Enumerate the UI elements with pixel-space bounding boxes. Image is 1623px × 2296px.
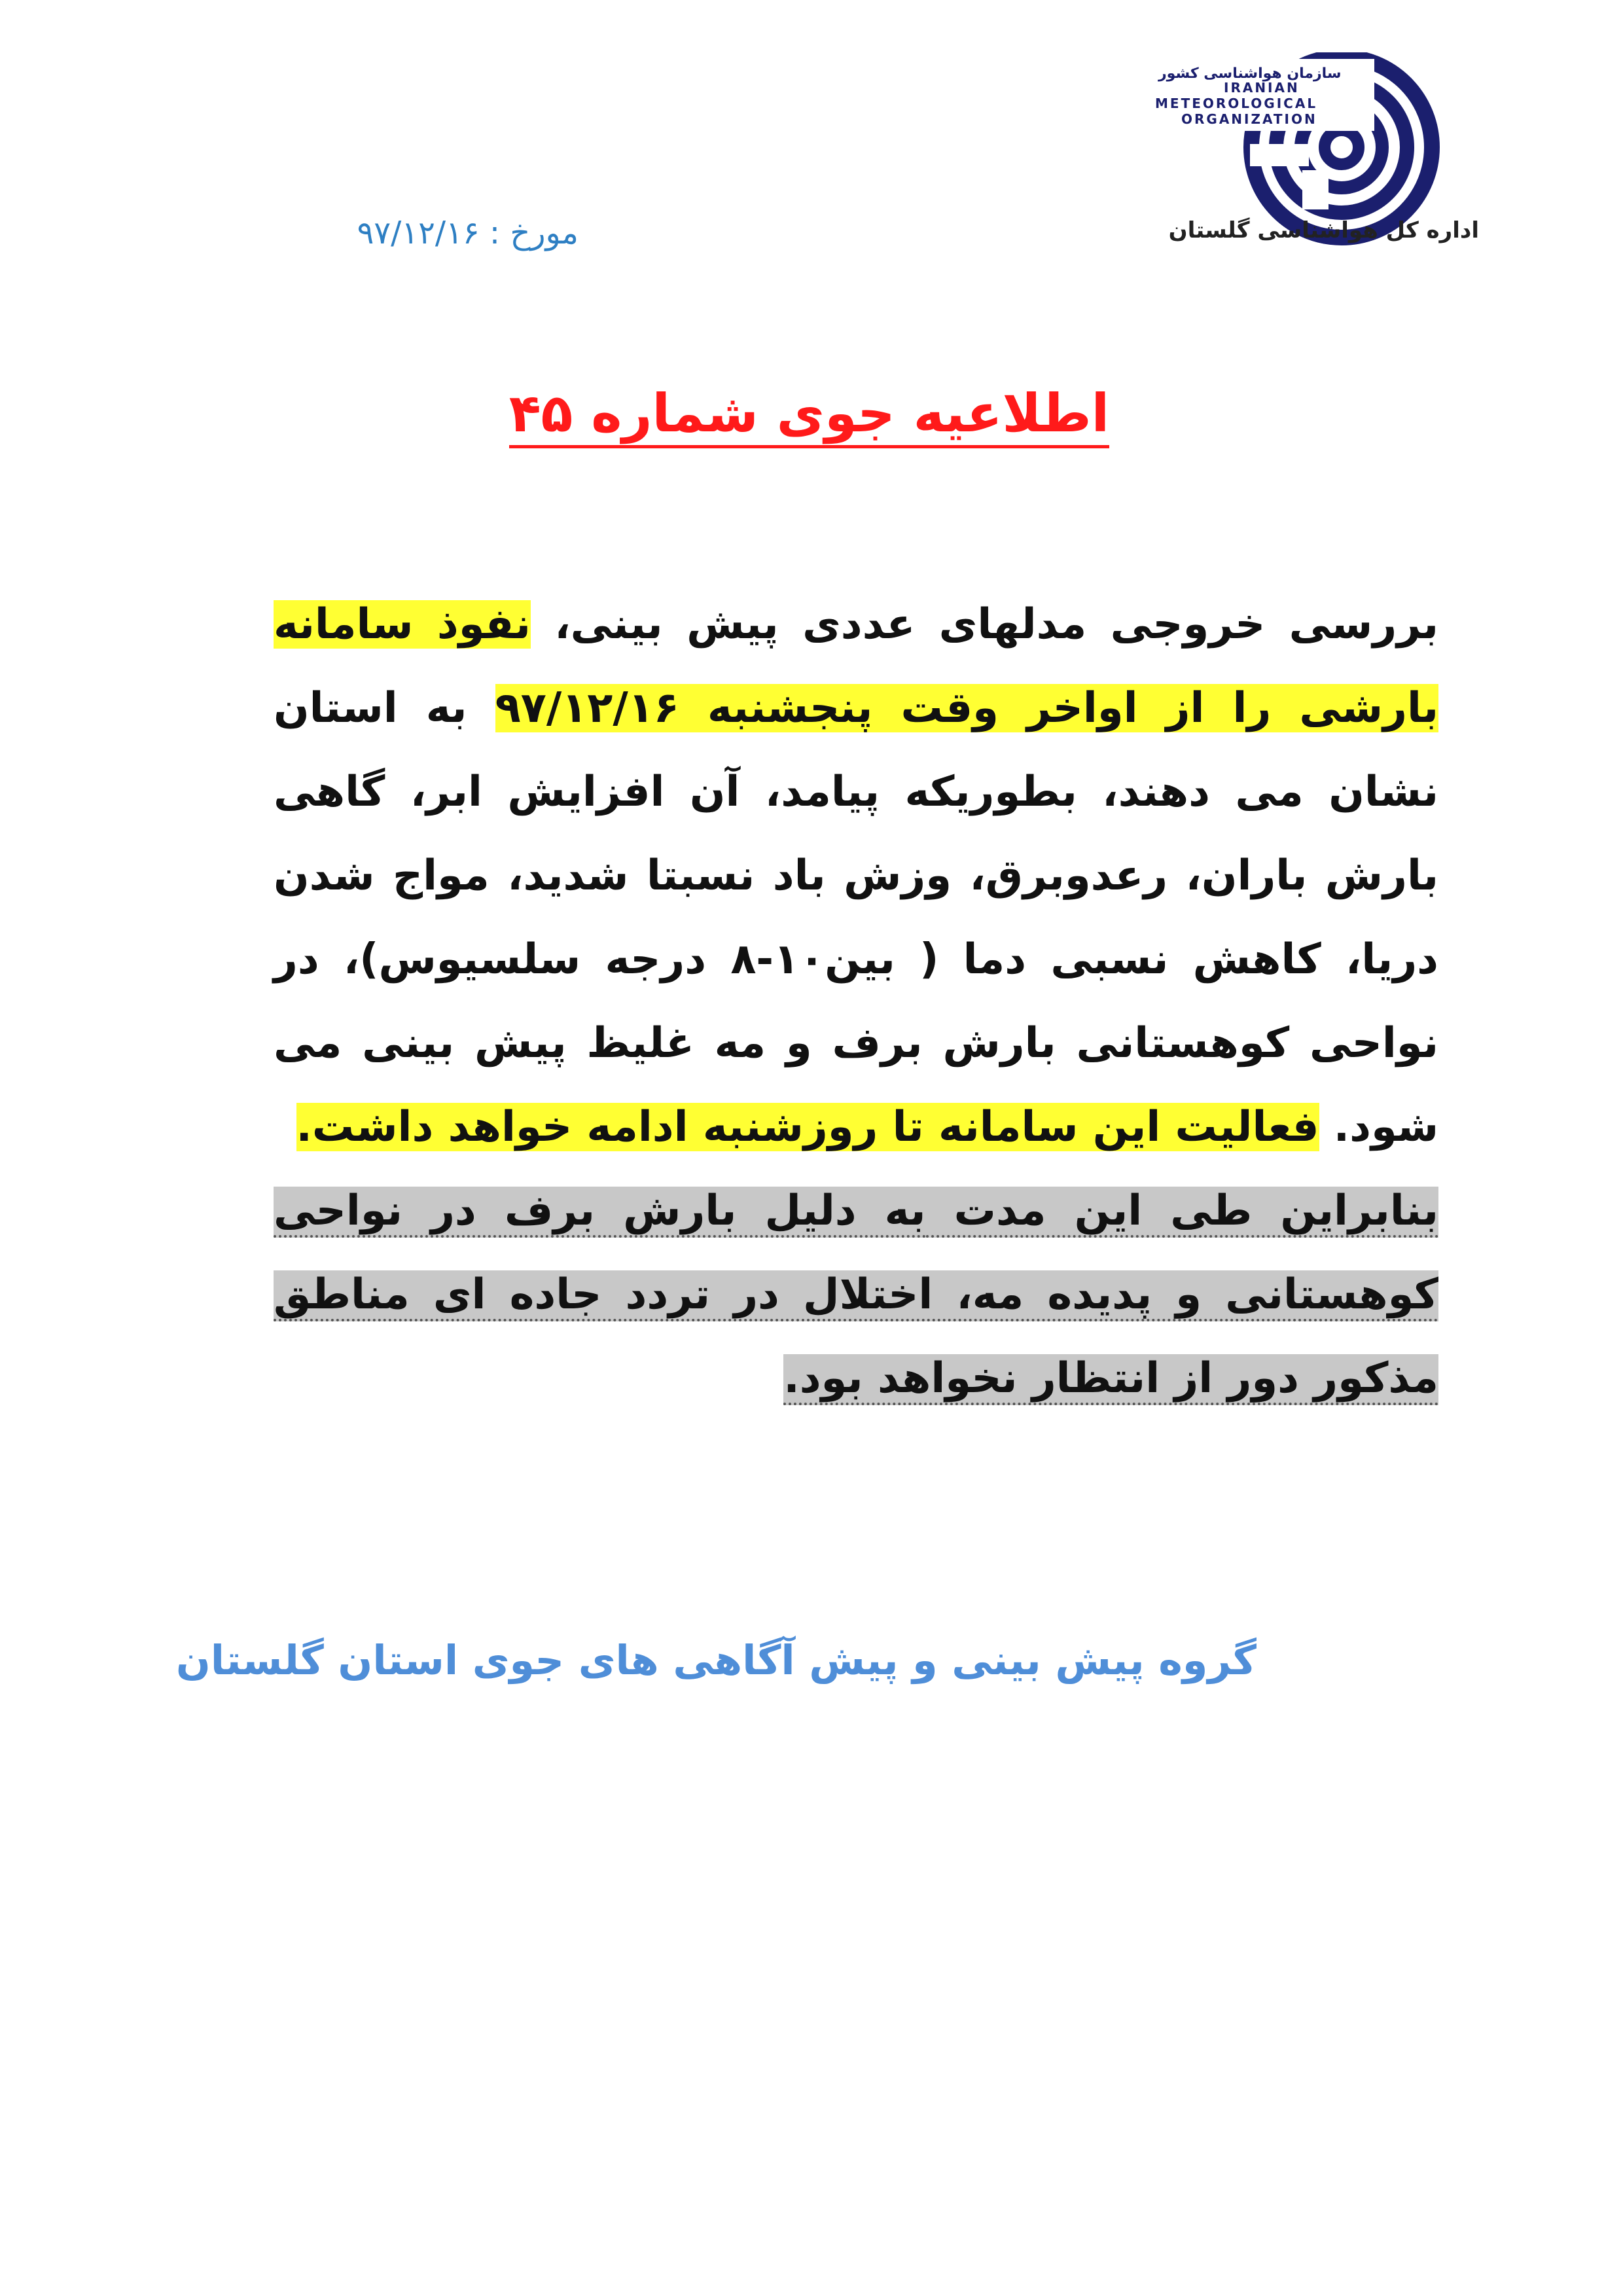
logo-text-line-2: METEOROLOGICAL (1155, 96, 1318, 111)
body-highlight-duration: فعالیت این سامانه تا روزشنبه ادامه خواهد داشت. (296, 1103, 1319, 1151)
footer-signature: گروه پیش بینی و پیش آگاهی های جوی استان گلستان (175, 1636, 1257, 1684)
body-intro: بررسی خروجی مدلهای عددی پیش بینی، (530, 600, 1439, 649)
logo-text-line-1: IRANIAN (1224, 80, 1300, 96)
logo-persian-text: سازمان هواشناسی کشور (1158, 65, 1342, 82)
document-date: مورخ : ۹۷/۱۲/۱۶ (357, 215, 579, 251)
body-consequence-start: بنابراین طی این مدت (926, 1187, 1438, 1238)
body-consequence-warning: به دلیل بارش برف در نواحی کوهستانی و پدیده مه، اختلال در تردد جاده ای مناطق مذکور دور از انتظار نخواهد بود. (274, 1187, 1438, 1405)
organization-name: اداره کل هواشناسی گلستان (1168, 217, 1479, 243)
logo-text-line-3: ORGANIZATION (1181, 111, 1317, 127)
bulletin-body (274, 583, 1438, 1420)
body-highlight-system-entry: نفوذ سامانه بارشی را از اواخر وقت پنجشنبه ۹۷/۱۲/۱۶ (274, 600, 1439, 732)
document-title: اطلاعیه جوی شماره ۴۵ (509, 385, 1109, 448)
body-forecast-details: به استان نشان می دهند، بطوریکه پیامد، آن افزایش ابر، گاهی بارش باران، رعدوبرق، وزش باد نسبتا شدید، مواج شدن دریا، کاهش نسبی دما ( بین۱۰-۸ درجه سلسیوس)، در نواحی کوهستانی بارش برف و مه غلیظ پیش بینی می شود. (274, 684, 1439, 1151)
